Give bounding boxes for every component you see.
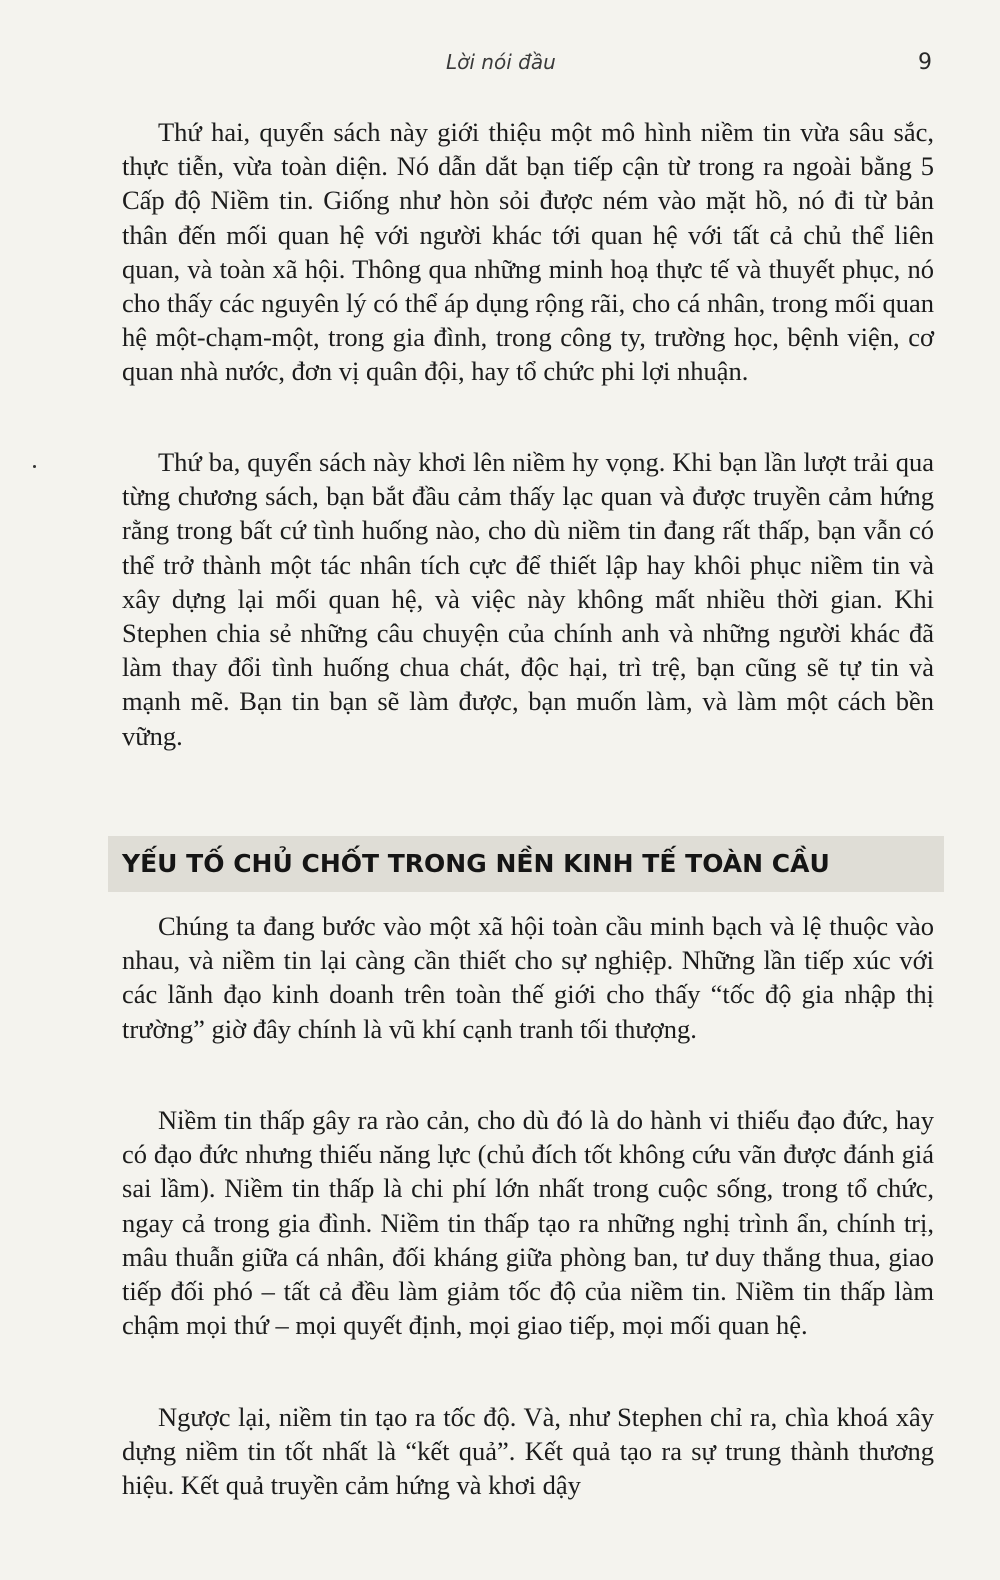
paragraph-5: Ngược lại, niềm tin tạo ra tốc độ. Và, như Stephen chỉ ra, chìa khoá xây dựng niềm tin tốt nhất là “kết quả”. Kết quả tạo ra sự trung thành thương hiệu. Kết quả truyền cảm hứng và khơi dậy xyxy=(122,1402,934,1501)
margin-mark xyxy=(33,465,36,468)
paragraph-3: Chúng ta đang bước vào một xã hội toàn cầu minh bạch và lệ thuộc vào nhau, và niềm tin lại càng cần thiết cho sự nghiệp. Những lần tiếp xúc với các lãnh đạo kinh doanh trên toàn thế giới cho thấy “tốc độ gia nhập thị trường” giờ đây chính là vũ khí cạnh tranh tối thượng. xyxy=(122,911,934,1044)
page-number: 9 xyxy=(918,50,932,75)
paragraph-2: Thứ ba, quyển sách này khơi lên niềm hy vọng. Khi bạn lần lượt trải qua từng chương sách, bạn bắt đầu cảm thấy lạc quan và được truyền cảm hứng rằng trong bất cứ tình huống nào, cho dù niềm tin đang rất thấp, bạn vẫn có thể trở thành một tác nhân tích cực để thiết lập hay khôi phục niềm tin và xây dựng lại mối quan hệ, và việc này không mất nhiều thời gian. Khi Stephen chia sẻ những câu chuyện của chính anh và những người khác đã làm thay đổi tình huống chua chát, độc hại, trì trệ, bạn cũng sẽ tự tin và mạnh mẽ. Bạn tin bạn sẽ làm được, bạn muốn làm, và làm một cách bền vững. xyxy=(122,447,934,751)
paragraph-4: Niềm tin thấp gây ra rào cản, cho dù đó là do hành vi thiếu đạo đức, hay có đạo đức nhưng thiếu năng lực (chủ đích tốt không cứu vãn được đánh giá sai lầm). Niềm tin thấp là chi phí lớn nhất trong cuộc sống, trong tổ chức, ngay cả trong gia đình. Niềm tin thấp tạo ra những nghị trình ẩn, chính trị, mâu thuẫn giữa cá nhân, đối kháng giữa phòng ban, tư duy thắng thua, giao tiếp đối phó – tất cả đều làm giảm tốc độ của niềm tin. Niềm tin thấp làm chậm mọi thứ – mọi quyết định, mọi giao tiếp, mọi mối quan hệ. xyxy=(122,1105,934,1341)
running-header: Lời nói đầu xyxy=(446,50,556,74)
paragraph-1: Thứ hai, quyển sách này giới thiệu một mô hình niềm tin vừa sâu sắc, thực tiễn, vừa toàn diện. Nó dẫn dắt bạn tiếp cận từ trong ra ngoài bằng 5 Cấp độ Niềm tin. Giống như hòn sỏi được ném vào mặt hồ, nó đi từ bản thân đến mối quan hệ với người khác tới quan hệ với tất cả chủ thể liên quan, và toàn xã hội. Thông qua những minh hoạ thực tế và thuyết phục, nó cho thấy các nguyên lý có thể áp dụng rộng rãi, cho cá nhân, trong mối quan hệ một-chạm-một, trong gia đình, trong công ty, trường học, bệnh viện, cơ quan nhà nước, đơn vị quân đội, hay tổ chức phi lợi nhuận. xyxy=(122,117,934,387)
section-heading: YẾU TỐ CHỦ CHỐT TRONG NỀN KINH TẾ TOÀN CẦU xyxy=(108,836,944,892)
